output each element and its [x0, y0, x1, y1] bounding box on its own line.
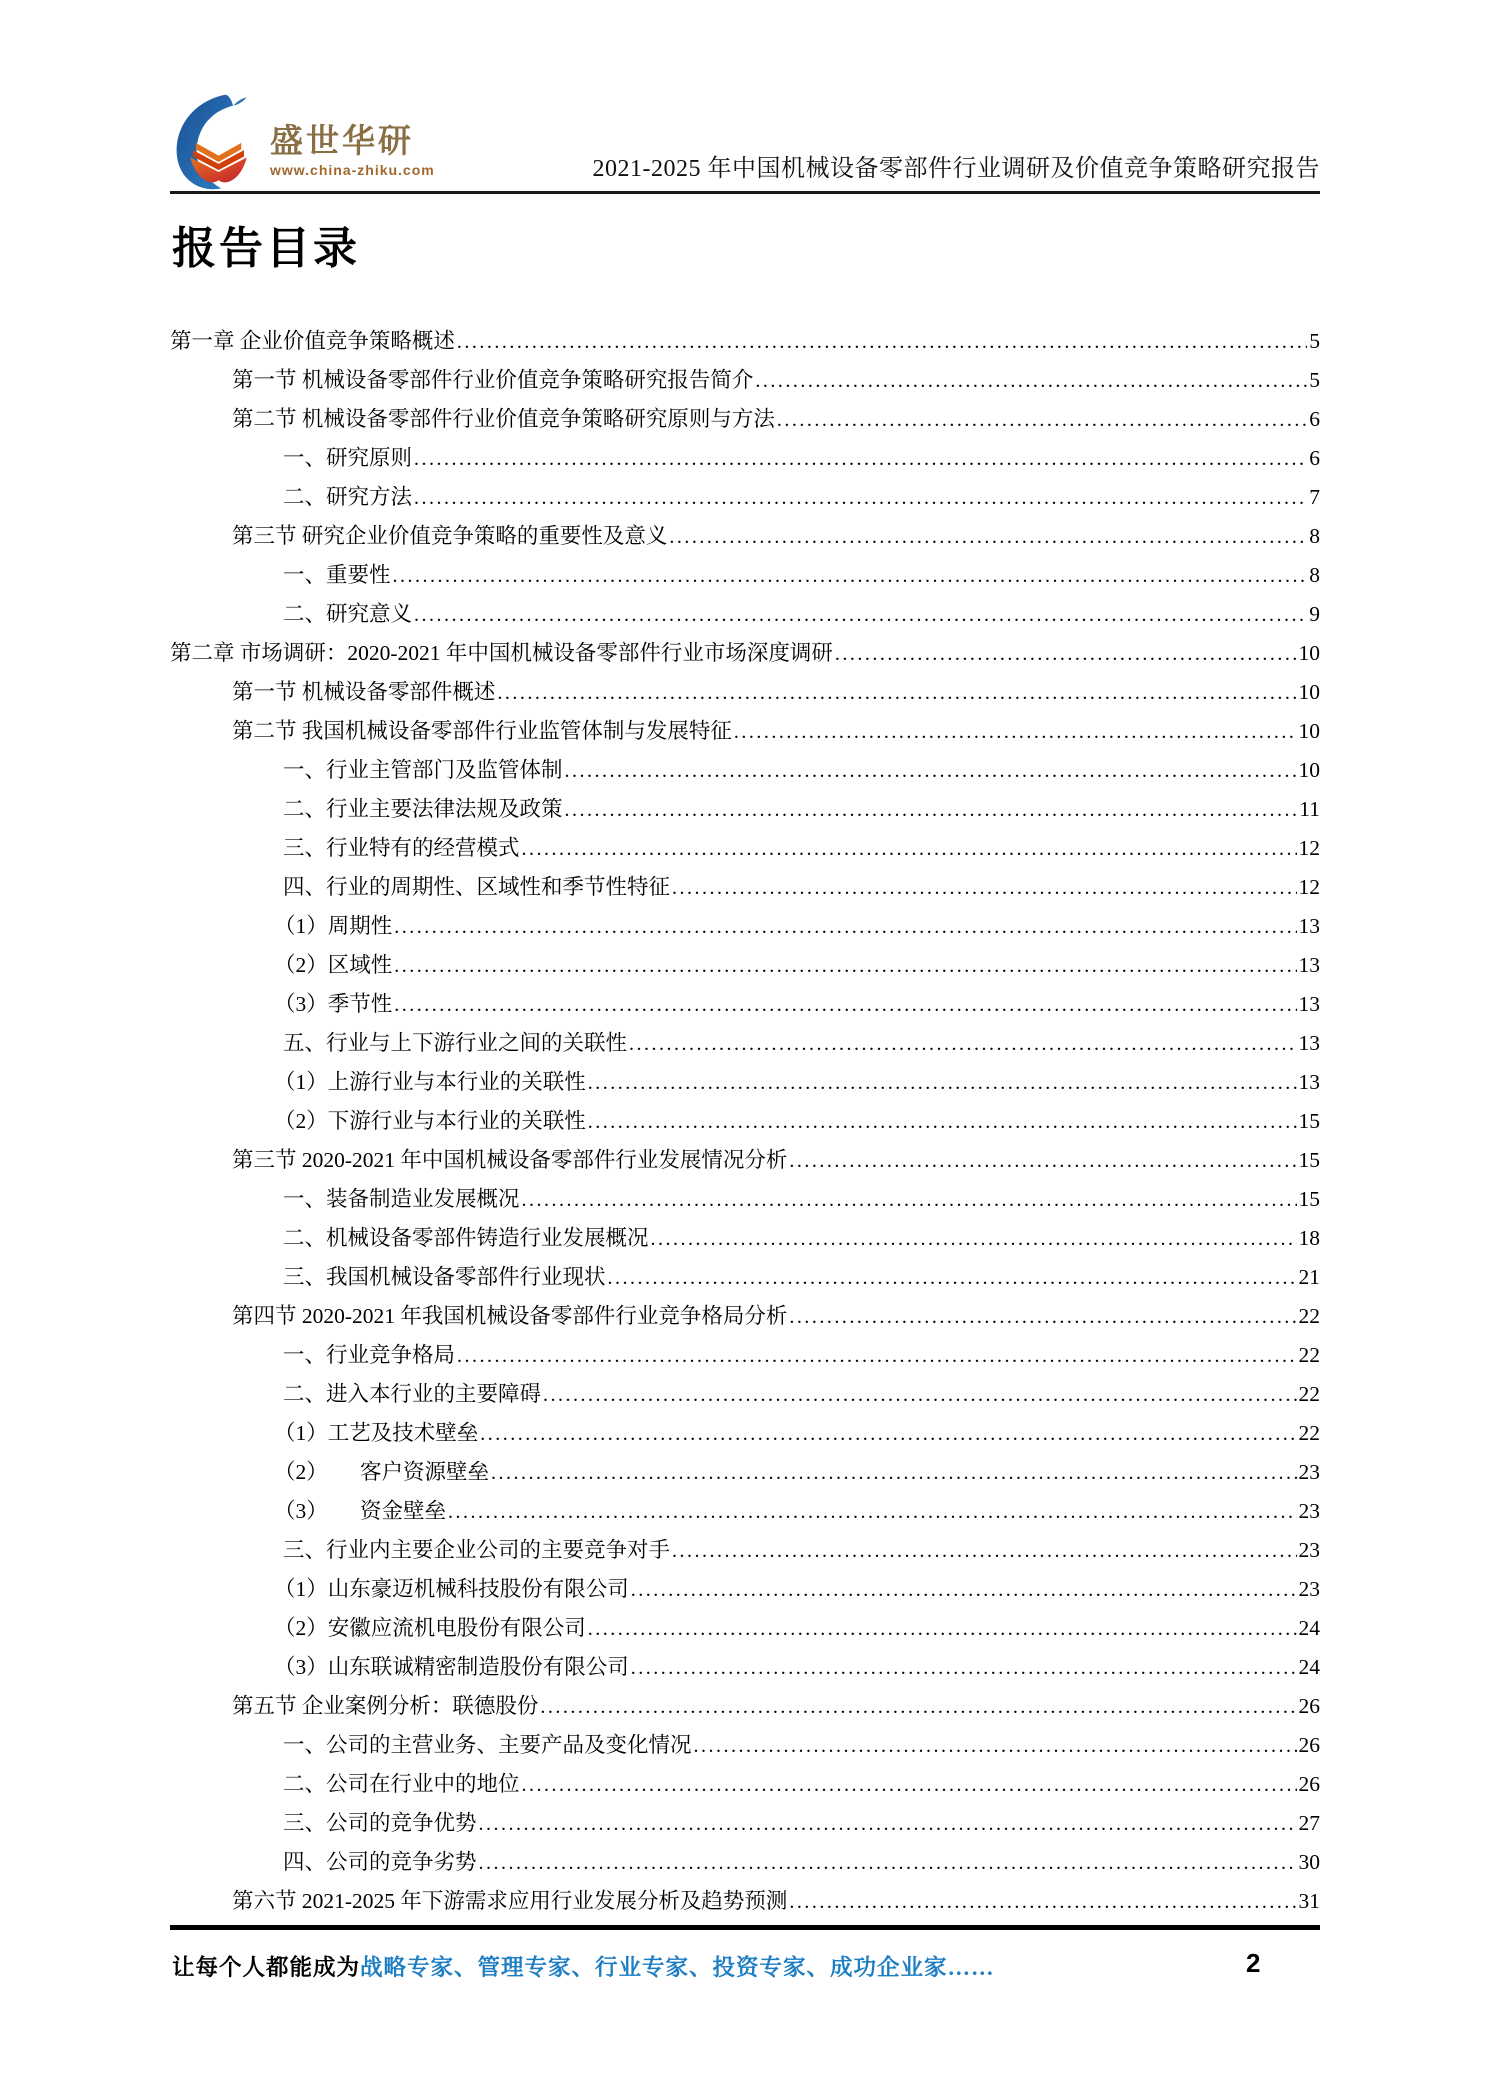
toc-entry-page: 18 [1298, 1226, 1320, 1250]
toc-entry[interactable] [170, 790, 1320, 829]
toc-leader-dots [588, 1609, 1297, 1649]
toc-leader-dots [789, 1297, 1296, 1337]
toc-entry[interactable] [170, 1687, 1320, 1726]
toc-entry-label: （3） 资金壁垒 [274, 1499, 447, 1523]
toc-entry-label: 四、公司的竞争劣势 [283, 1850, 477, 1874]
toc-entry-label: （1）周期性 [274, 914, 393, 938]
toc-entry-label: 一、公司的主营业务、主要产品及变化情况 [283, 1733, 692, 1757]
toc-leader-dots [457, 322, 1307, 362]
toc-leader-dots [694, 1726, 1297, 1766]
toc-entry-label: 一、行业竞争格局 [283, 1343, 456, 1367]
toc-entry[interactable] [170, 361, 1320, 400]
toc-entry-label: （1）工艺及技术壁垒 [274, 1421, 479, 1445]
toc-entry-page: 9 [1309, 602, 1320, 626]
toc-entry[interactable] [170, 634, 1320, 673]
toc-entry-label: 二、机械设备零部件铸造行业发展概况 [283, 1226, 649, 1250]
toc-entry[interactable] [170, 829, 1320, 868]
toc-leader-dots [789, 1882, 1296, 1922]
toc-leader-dots [588, 1102, 1297, 1142]
toc-leader-dots [480, 1414, 1296, 1454]
toc-entry-label: 第三节 2020-2021 年中国机械设备零部件行业发展情况分析 [232, 1148, 788, 1172]
toc-leader-dots [491, 1453, 1296, 1493]
toc-entry-page: 13 [1298, 1070, 1320, 1094]
toc-entry-label: 一、装备制造业发展概况 [283, 1187, 520, 1211]
toc-leader-dots [457, 1336, 1296, 1376]
toc-leader-dots [631, 1648, 1297, 1688]
toc-entry-page: 8 [1309, 563, 1320, 587]
toc-leader-dots [608, 1258, 1297, 1298]
toc-entry-page: 12 [1298, 836, 1320, 860]
toc-entry-page: 10 [1298, 641, 1320, 665]
toc-entry-page: 10 [1298, 719, 1320, 743]
toc-entry-page: 15 [1298, 1187, 1320, 1211]
toc-entry-page: 22 [1298, 1304, 1320, 1328]
toc-entry-label: 三、行业内主要企业公司的主要竞争对手 [283, 1538, 671, 1562]
toc-entry[interactable] [170, 322, 1320, 361]
toc-leader-dots [672, 868, 1296, 908]
toc-entry-page: 7 [1309, 485, 1320, 509]
toc-entry-page: 6 [1309, 446, 1320, 470]
toc-entry[interactable] [170, 907, 1320, 946]
toc-entry-label: 二、行业主要法律法规及政策 [283, 797, 563, 821]
toc-entry-page: 10 [1298, 758, 1320, 782]
toc-entry[interactable] [170, 712, 1320, 751]
toc-entry[interactable] [170, 1258, 1320, 1297]
toc-entry-label: （1）山东豪迈机械科技股份有限公司 [274, 1577, 629, 1601]
toc-entry-page: 5 [1309, 329, 1320, 353]
toc-entry-label: 第一节 机械设备零部件概述 [232, 680, 496, 704]
toc-entry-label: 第二章 市场调研：2020-2021 年中国机械设备零部件行业市场深度调研 [170, 641, 833, 665]
toc-entry[interactable] [170, 400, 1320, 439]
company-logo [168, 92, 435, 192]
toc-entry[interactable] [170, 439, 1320, 478]
toc-entry-page: 13 [1298, 1031, 1320, 1055]
toc-entry-label: （2） 客户资源壁垒 [274, 1460, 490, 1484]
toc-entry[interactable] [170, 1297, 1320, 1336]
toc-entry-page: 31 [1298, 1889, 1320, 1913]
toc-entry-page: 23 [1298, 1538, 1320, 1562]
toc-leader-dots [414, 478, 1307, 518]
toc-entry-label: 第一节 机械设备零部件行业价值竞争策略研究报告简介 [232, 368, 754, 392]
toc-entry-label: 二、进入本行业的主要障碍 [283, 1382, 542, 1406]
report-title: 2021-2025 年中国机械设备零部件行业调研及价值竞争策略研究报告 [592, 156, 1320, 182]
brand-url: www.china-zhiku.com [270, 162, 435, 178]
toc-leader-dots [672, 1531, 1296, 1571]
toc-entry[interactable] [170, 1648, 1320, 1687]
toc-entry-page: 26 [1298, 1694, 1320, 1718]
toc-entry[interactable] [170, 868, 1320, 907]
toc-entry[interactable] [170, 595, 1320, 634]
toc-leader-dots [522, 1180, 1297, 1220]
toc-entry[interactable] [170, 1024, 1320, 1063]
toc-entry-page: 22 [1298, 1382, 1320, 1406]
toc-entry-page: 11 [1299, 797, 1320, 821]
toc-entry[interactable] [170, 1765, 1320, 1804]
toc-entry-page: 24 [1298, 1655, 1320, 1679]
toc-entry[interactable] [170, 1609, 1320, 1648]
toc-entry-page: 27 [1298, 1811, 1320, 1835]
toc-leader-dots [789, 1141, 1296, 1181]
toc-entry-page: 22 [1298, 1343, 1320, 1367]
toc-entry-page: 13 [1298, 914, 1320, 938]
toc-entry[interactable] [170, 1804, 1320, 1843]
toc-entry-label: 第三节 研究企业价值竞争策略的重要性及意义 [232, 524, 668, 548]
toc-entry-page: 10 [1298, 680, 1320, 704]
toc-entry[interactable] [170, 1102, 1320, 1141]
toc-entry-label: 第二节 我国机械设备零部件行业监管体制与发展特征 [232, 719, 732, 743]
toc-leader-dots [479, 1843, 1297, 1883]
toc-entry[interactable] [170, 1492, 1320, 1531]
toc-entry-page: 12 [1298, 875, 1320, 899]
toc-entry-label: 三、行业特有的经营模式 [283, 836, 520, 860]
toc-leader-dots [479, 1804, 1297, 1844]
toc-leader-dots [835, 634, 1297, 674]
toc-entry-page: 6 [1309, 407, 1320, 431]
toc-leader-dots [631, 1570, 1297, 1610]
toc-entry-label: 五、行业与上下游行业之间的关联性 [283, 1031, 628, 1055]
toc-entry[interactable] [170, 517, 1320, 556]
toc-entry[interactable] [170, 556, 1320, 595]
toc-entry-label: 一、行业主管部门及监管体制 [283, 758, 563, 782]
toc-entry-label: 第五节 企业案例分析：联德股份 [232, 1694, 539, 1718]
toc-leader-dots [669, 517, 1307, 557]
toc-entry[interactable] [170, 1219, 1320, 1258]
toc-entry[interactable] [170, 1375, 1320, 1414]
toc-entry-page: 15 [1298, 1109, 1320, 1133]
toc-leader-dots [394, 907, 1296, 947]
logo-flame-book-icon [168, 92, 260, 192]
toc-leader-dots [651, 1219, 1297, 1259]
toc-entry[interactable] [170, 1414, 1320, 1453]
toc-entry-label: （1）上游行业与本行业的关联性 [274, 1070, 586, 1094]
toc-entry[interactable] [170, 1726, 1320, 1765]
toc-entry-page: 23 [1298, 1499, 1320, 1523]
toc-entry[interactable] [170, 1336, 1320, 1375]
footer-slogan-highlight: 战略专家、管理专家、行业专家、投资专家、成功企业家…… [360, 1955, 995, 1980]
toc-leader-dots [777, 400, 1307, 440]
toc-leader-dots [629, 1024, 1296, 1064]
toc-leader-dots [497, 673, 1296, 713]
toc-leader-dots [755, 361, 1307, 401]
toc-entry-label: （2）下游行业与本行业的关联性 [274, 1109, 586, 1133]
toc-entry-label: 二、研究意义 [283, 602, 413, 626]
toc-entry[interactable] [170, 1180, 1320, 1219]
toc-entry[interactable] [170, 478, 1320, 517]
toc-entry-label: （3）山东联诚精密制造股份有限公司 [274, 1655, 629, 1679]
toc-entry[interactable] [170, 1063, 1320, 1102]
toc-entry-label: 第一章 企业价值竞争策略概述 [170, 329, 455, 353]
toc-entry-page: 26 [1298, 1733, 1320, 1757]
toc-entry[interactable] [170, 1843, 1320, 1882]
toc-entry-page: 23 [1298, 1577, 1320, 1601]
toc-entry-page: 24 [1298, 1616, 1320, 1640]
page-title: 报告目录 [172, 224, 360, 273]
toc-entry-page: 13 [1298, 992, 1320, 1016]
toc-leader-dots [565, 751, 1297, 791]
toc-entry[interactable] [170, 985, 1320, 1024]
toc-entry[interactable] [170, 1141, 1320, 1180]
toc-entry-page: 13 [1298, 953, 1320, 977]
toc-entry-label: 第四节 2020-2021 年我国机械设备零部件行业竞争格局分析 [232, 1304, 788, 1328]
toc-entry[interactable] [170, 1882, 1320, 1921]
toc-entry-label: 一、重要性 [283, 563, 391, 587]
toc-entry-label: （2）区域性 [274, 953, 393, 977]
toc-entry[interactable] [170, 673, 1320, 712]
toc-entry-label: 四、行业的周期性、区域性和季节性特征 [283, 875, 671, 899]
toc-leader-dots [522, 1765, 1297, 1805]
toc-entry-label: （3）季节性 [274, 992, 393, 1016]
toc-leader-dots [414, 439, 1307, 479]
toc-entry-label: 二、研究方法 [283, 485, 413, 509]
toc-leader-dots [540, 1687, 1296, 1727]
toc-entry-page: 22 [1298, 1421, 1320, 1445]
toc-entry-page: 15 [1298, 1148, 1320, 1172]
toc-entry-page: 8 [1309, 524, 1320, 548]
toc-entry-label: 三、公司的竞争优势 [283, 1811, 477, 1835]
toc-list [170, 322, 1320, 1921]
brand-name: 盛世华研 [270, 122, 414, 159]
footer-slogan-prefix: 让每个人都能成为 [172, 1955, 361, 1980]
toc-entry[interactable] [170, 1531, 1320, 1570]
toc-entry-label: 第二节 机械设备零部件行业价值竞争策略研究原则与方法 [232, 407, 775, 431]
toc-leader-dots [448, 1492, 1296, 1532]
header-rule [170, 191, 1320, 194]
toc-leader-dots [414, 595, 1307, 635]
toc-entry[interactable] [170, 751, 1320, 790]
toc-entry-page: 21 [1298, 1265, 1320, 1289]
toc-leader-dots [393, 556, 1308, 596]
toc-leader-dots [565, 790, 1298, 830]
toc-leader-dots [394, 946, 1296, 986]
footer-rule [170, 1925, 1320, 1930]
toc-entry[interactable] [170, 1570, 1320, 1609]
toc-entry-page: 23 [1298, 1460, 1320, 1484]
toc-entry[interactable] [170, 1453, 1320, 1492]
toc-entry-page: 26 [1298, 1772, 1320, 1796]
toc-leader-dots [543, 1375, 1296, 1415]
toc-leader-dots [588, 1063, 1297, 1103]
toc-entry-label: 二、公司在行业中的地位 [283, 1772, 520, 1796]
toc-entry-label: 第六节 2021-2025 年下游需求应用行业发展分析及趋势预测 [232, 1889, 788, 1913]
toc-entry-label: 一、研究原则 [283, 446, 413, 470]
toc-leader-dots [394, 985, 1296, 1025]
toc-entry[interactable] [170, 946, 1320, 985]
toc-entry-label: 三、我国机械设备零部件行业现状 [283, 1265, 606, 1289]
toc-entry-label: （2）安徽应流机电股份有限公司 [274, 1616, 586, 1640]
toc-leader-dots [522, 829, 1297, 869]
toc-entry-page: 30 [1298, 1850, 1320, 1874]
toc-leader-dots [734, 712, 1297, 752]
footer-page-number: 2 [1246, 1948, 1261, 1978]
footer-slogan [172, 1950, 995, 1982]
toc-entry-page: 5 [1309, 368, 1320, 392]
